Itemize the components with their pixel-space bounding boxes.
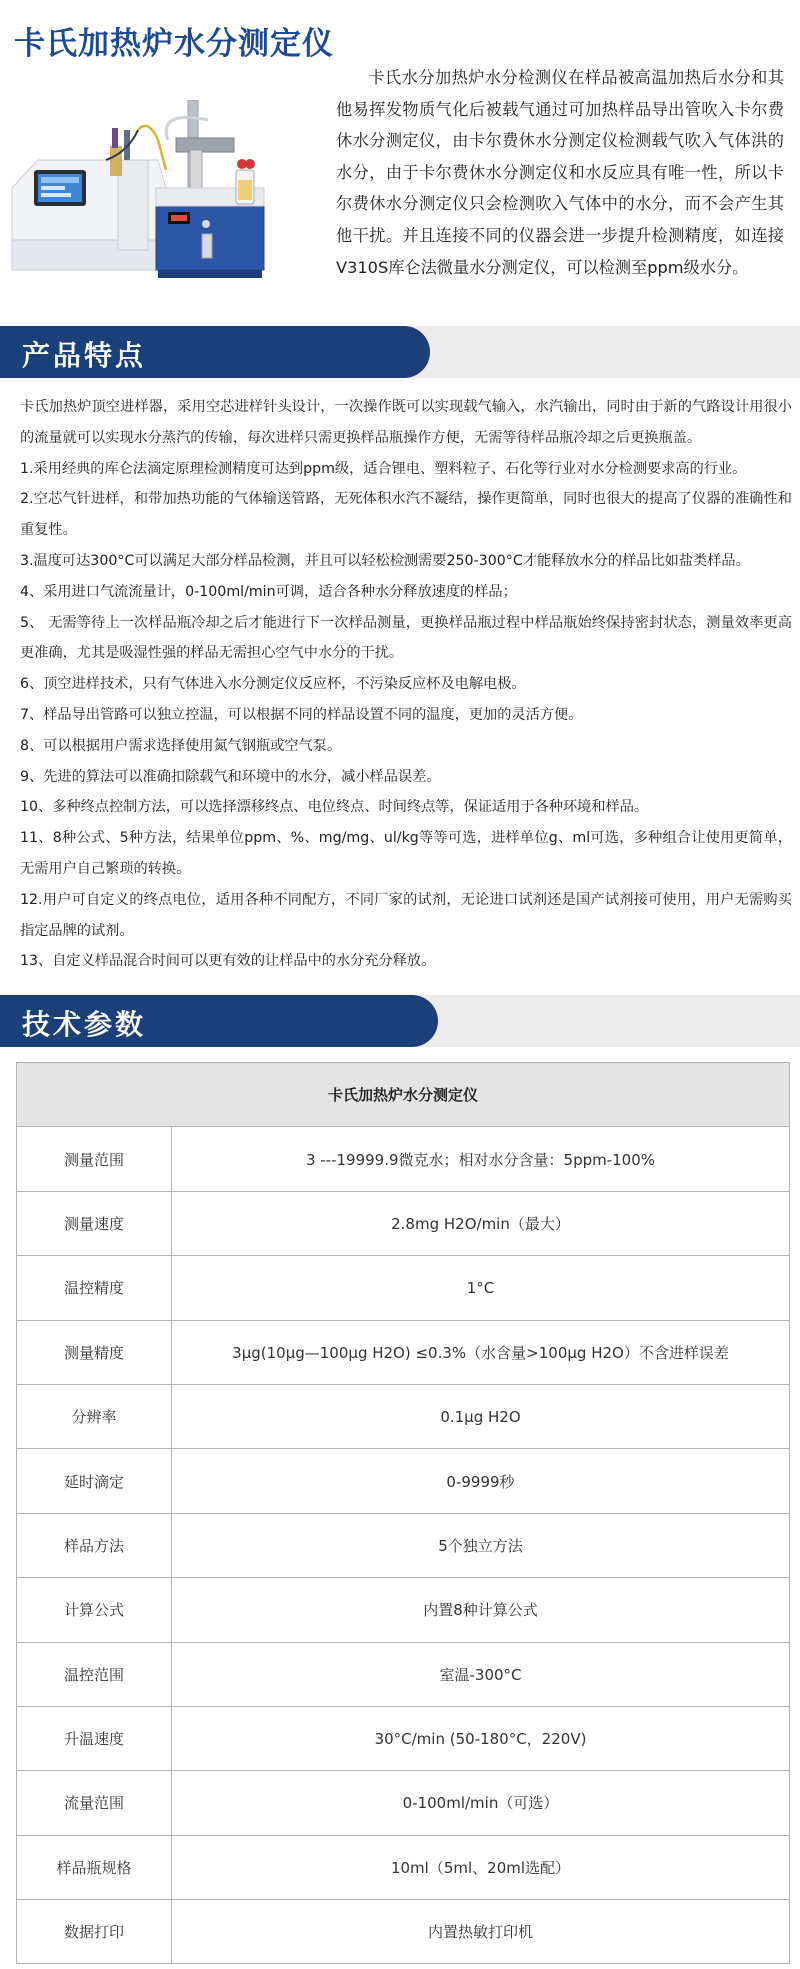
feature-item: 10、多种终点控制方法，可以选择漂移终点、电位终点、时间终点等，保证适用于各种环境和样品。 [20,799,649,816]
feature-item: 3.温度可达300°C可以满足大部分样品检测，并且可以轻松检测需要250-300°C才能释放水分的样品比如盐类样品。 [20,552,750,569]
titrator-unit [12,126,166,270]
spec-value: 0-9999秒 [172,1449,790,1513]
spec-value: 3 ---19999.9微克水；相对水分含量：5ppm-100% [172,1127,790,1191]
feature-item: 11、8种公式、5种方法，结果单位ppm、%、mg/mg、ul/kg等等可选，进样单位g、ml可选，多种组合让使用更简单，无需用户自己繁琐的转换。 [20,830,792,877]
spec-table-title: 卡氏加热炉水分测定仪 [17,1063,790,1127]
table-row [17,1191,790,1255]
feature-item: 8、可以根据用户需求选择使用氮气钢瓶或空气泵。 [20,737,342,754]
spec-value: 内置热敏打印机 [172,1900,790,1964]
oven-unit [156,100,264,278]
spec-value: 室温-300°C [172,1642,790,1706]
table-row [17,1642,790,1706]
spec-key: 样品瓶规格 [17,1835,172,1899]
spec-key: 延时滴定 [17,1449,172,1513]
feature-item: 7、样品导出管路可以独立控温，可以根据不同的样品设置不同的温度，更加的灵活方便。 [20,706,583,723]
spec-value: 0-100ml/min（可选） [172,1771,790,1835]
table-row [17,1578,790,1642]
features-tab [0,326,430,378]
features-banner [0,326,800,378]
specs-tab [0,995,438,1047]
spec-value: 10ml（5ml、20ml选配） [172,1835,790,1899]
table-row [17,1900,790,1964]
table-row [17,1513,790,1577]
table-row [17,1384,790,1448]
specs-banner [0,995,800,1047]
table-row [17,1706,790,1770]
spec-key: 温控范围 [17,1642,172,1706]
table-row [17,1127,790,1191]
feature-item: 2.空芯气针进样，和带加热功能的气体输送管路，无死体积水汽不凝结，操作更简单，同时也很大的提高了仪器的准确性和重复性。 [20,491,792,539]
page-title: 卡氏加热炉水分测定仪 [14,26,334,62]
table-row [17,1320,790,1384]
feature-item: 5、 无需等待上一次样品瓶冷却之后才能进行下一次样品测量，更换样品瓶过程中样品瓶始终保持密封状态，测量效率更高更准确，尤其是吸湿性强的样品无需担心空气中水分的干扰。 [20,614,792,662]
spec-value: 3μg(10μg—100μg H2O) ≤0.3%（水含量>100μg H2O）不含进样误差 [172,1320,790,1384]
spec-key: 分辨率 [17,1384,172,1448]
spec-table [16,1062,790,1964]
spec-value: 30°C/min (50-180°C，220V) [172,1706,790,1770]
spec-key: 样品方法 [17,1513,172,1577]
spec-table-header [17,1063,790,1127]
feature-item: 6、顶空进样技术，只有气体进入水分测定仪反应杯，不污染反应杯及电解电极。 [20,676,526,693]
spec-value: 5个独立方法 [172,1513,790,1577]
table-row [17,1835,790,1899]
feature-item: 9、先进的算法可以准确扣除载气和环境中的水分，减小样品误差。 [20,768,441,785]
spec-key: 数据打印 [17,1900,172,1964]
spec-value: 1°C [172,1256,790,1320]
spec-key: 升温速度 [17,1706,172,1770]
feature-item: 4、采用进口气流流量计，0-100ml/min可调，适合各种水分释放速度的样品； [20,583,517,600]
spec-key: 测量范围 [17,1127,172,1191]
spec-value: 内置8种计算公式 [172,1578,790,1642]
table-row [17,1771,790,1835]
feature-item: 13、自定义样品混合时间可以更有效的让样品中的水分充分释放。 [20,953,436,970]
table-row [17,1256,790,1320]
spec-value: 2.8mg H2O/min（最大） [172,1191,790,1255]
table-row [17,1449,790,1513]
features-heading: 产品特点 [22,339,147,372]
features-list [20,392,792,977]
spec-value: 0.1μg H2O [172,1384,790,1448]
feature-item: 1.采用经典的库仑法滴定原理检测精度可达到ppm级，适合锂电、塑料粒子、石化等行业对水分检测要求高的行业。 [20,460,747,477]
spec-key: 测量精度 [17,1320,172,1384]
specs-heading: 技术参数 [22,1008,147,1041]
spec-key: 计算公式 [17,1578,172,1642]
intro-paragraph: 卡氏水分加热炉水分检测仪在样品被高温加热后水分和其他易挥发物质气化后被载气通过可加热样品导出管吹入卡尔费休水分测定仪，由卡尔费休水分测定仪检测载气吹入气体洪的水分，由于卡尔费休水分测定仪和水反应具有唯一性，所以卡尔费休水分测定仪只会检测吹入气体中的水分，而不会产生其他干扰。并且连接不同的仪器会进一步提升检测精度，如连接V310S库仑法微量水分测定仪，可以检测至ppm级水分。 [336,68,784,277]
spec-key: 流量范围 [17,1771,172,1835]
feature-item: 12.用户可自定义的终点电位，适用各种不同配方，不同厂家的试剂，无论进口试剂还是国产试剂接可使用，用户无需购买指定品牌的试剂。 [20,891,792,939]
feature-paragraph: 卡氏加热炉顶空进样器，采用空芯进样针头设计，一次操作既可以实现载气输入，水汽输出，同时由于新的气路设计用很小的流量就可以实现水分蒸汽的传输，每次进样只需更换样品瓶操作方便，无需等待样品瓶冷却之后更换瓶盖。 [20,399,792,446]
spec-key: 温控精度 [17,1256,172,1320]
product-image [8,100,330,290]
spec-key: 测量速度 [17,1191,172,1255]
